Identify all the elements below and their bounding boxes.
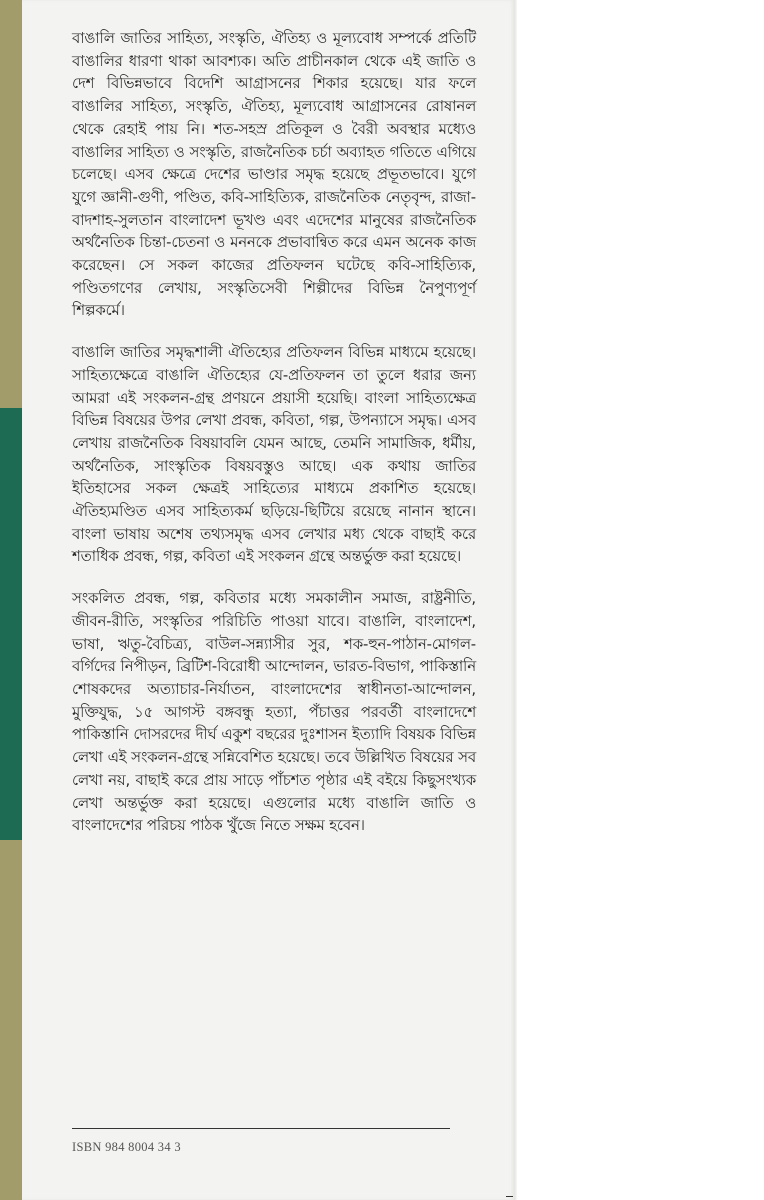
isbn-number: ISBN 984 8004 34 3 — [72, 1140, 181, 1154]
isbn-divider — [72, 1128, 450, 1129]
crop-mark — [506, 1196, 513, 1197]
blurb-paragraph-2: বাঙালি জাতির সমৃদ্ধশালী ঐতিহ্যের প্রতিফলন বিভিন্ন মাধ্যমে হয়েছে। সাহিত্যক্ষেত্রে বাঙালি ঐতিহ্যের যে-প্রতিফলন তা তুলে ধরার জন্য আমরা এই সংকলন-গ্রন্থ প্রণয়নে প্রয়াসী হয়েছি। বাংলা সাহিত্যক্ষেত্র বিভিন্ন বিষয়ের উপর লেখা প্রবন্ধ, কবিতা, গল্প, উপন্যাসে সমৃদ্ধ। এসব লেখায় রাজনৈতিক বিষয়াবলি যেমন আছে, তেমনি সামাজিক, ধর্মীয়, অর্থনৈতিক, সাংস্কৃতিক বিষয়বস্তুও আছে। এক কথায় জাতির ইতিহাসের সকল ক্ষেত্রই সাহিত্যের মাধ্যমে প্রকাশিত হয়েছে। ঐতিহ্যমণ্ডিত এসব সাহিত্যকর্ম ছড়িয়ে-ছিটিয়ে রয়েছে নানান স্থানে। বাংলা ভাষায় অশেষ তথ্যসমৃদ্ধ এসব লেখার মধ্য থেকে বাছাই করে শতাধিক প্রবন্ধ, গল্প, কবিতা এই সংকলন গ্রন্থে অন্তর্ভুক্ত করা হয়েছে। — [72, 344, 476, 566]
jacket-flap-edge — [514, 0, 517, 1200]
blurb-paragraph-1: বাঙালি জাতির সাহিত্য, সংস্কৃতি, ঐতিহ্য ও মূল্যবোধ সম্পর্কে প্রতিটি বাঙালির ধারণা থাকা আবশ্যক। অতি প্রাচীনকাল থেকে এই জাতি ও দেশ বিভিন্নভাবে বিদেশি আগ্রাসনের শিকার হয়েছে। যার ফলে বাঙালির সাহিত্য, সংস্কৃতি, ঐতিহ্য, মূল্যবোধ আগ্রাসনের রোষানল থেকে রেহাই পায় নি। শত-সহস্র প্রতিকূল ও বৈরী অবস্থার মধ্যেও বাঙালির সাহিত্য ও সংস্কৃতি, রাজনৈতিক চর্চা অব্যাহত গতিতে এগিয়ে চলেছে। এসব ক্ষেত্রে দেশের ভাণ্ডার সমৃদ্ধ হয়েছে প্রভূতভাবে। যুগে যুগে জ্ঞানী-গুণী, পণ্ডিত, কবি-সাহিত্যিক, রাজনৈতিক নেতৃবৃন্দ, রাজা-বাদশাহ-সুলতান বাংলাদেশ ভূখণ্ড এবং এদেশের মানুষের রাজনৈতিক অর্থনৈতিক চিন্তা-চেতনা ও মননকে প্রভাবান্বিত করে এমন অনেক কাজ করেছেন। সে সকল কাজের প্রতিফলন ঘটেছে কবি-সাহিত্যিক, পণ্ডিতগণের লেখায়, সংস্কৃতিসেবী শিল্পীদের বিভিন্ন নৈপুণ্যপূর্ণ শিল্পকর্মে। — [72, 30, 476, 320]
blurb-paragraph-3: সংকলিত প্রবন্ধ, গল্প, কবিতার মধ্যে সমকালীন সমাজ, রাষ্ট্রনীতি, জীবন-রীতি, সংস্কৃতির পরিচিতি পাওয়া যাবে। বাঙালি, বাংলাদেশ, ভাষা, ঋতু-বৈচিত্র্য, বাউল-সন্ন্যাসীর সুর, শক-হুন-পাঠান-মোগল-বর্গিদের নিপীড়ন, ব্রিটিশ-বিরোধী আন্দোলন, ভারত-বিভাগ, পাকিস্তানি শোষকদের অত্যাচার-নির্যাতন, বাংলাদেশের স্বাধীনতা-আন্দোলন, মুক্তিযুদ্ধ, ১৫ আগস্ট বঙ্গবন্ধু হত্যা, পঁচাত্তর পরবর্তী বাংলাদেশে পাকিস্তানি দোসরদের দীর্ঘ একুশ বছরের দুঃশাসন ইত্যাদি বিষয়ক বিভিন্ন লেখা এই সংকলন-গ্রন্থে সন্নিবেশিত হয়েছে। তবে উল্লিখিত বিষয়ের সব লেখা নয়, বাছাই করে প্রায় সাড়ে পাঁচশত পৃষ্ঠার এই বইয়ে কিছুসংখ্যক লেখা অন্তর্ভুক্ত করা হয়েছে। এগুলোর মধ্যে বাঙালি জাতি ও বাংলাদেশের পরিচয় পাঠক খুঁজে নিতে সক্ষম হবেন। — [72, 590, 476, 835]
flap-blurb — [72, 28, 476, 857]
book-spine-green-band — [0, 408, 22, 840]
